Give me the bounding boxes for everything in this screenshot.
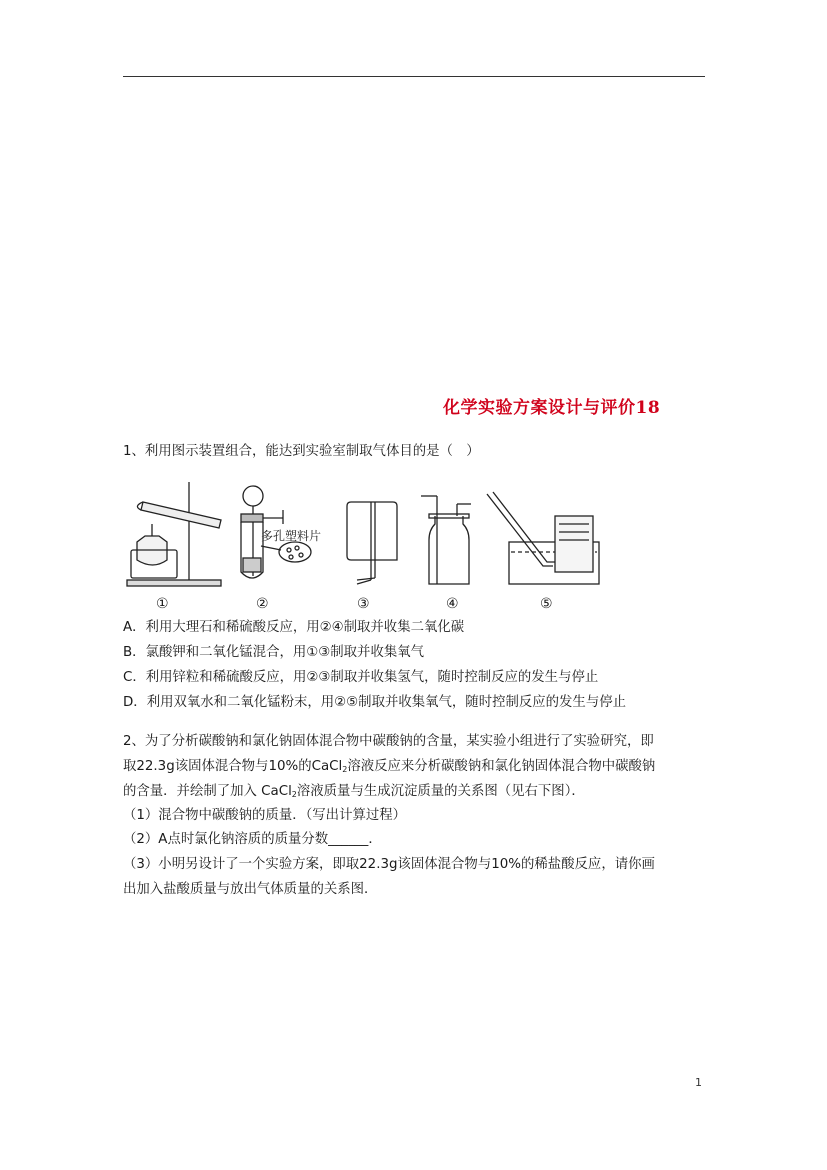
plate-label: 多孔塑料片 [261, 529, 322, 543]
page-title: 化学实验方案设计与评价18 [443, 398, 661, 418]
page-number: 1 [695, 1076, 702, 1089]
question-2-sub-2: （2）A点时氯化钠溶质的质量分数______． [123, 832, 382, 847]
apparatus-label-1: ① [156, 596, 169, 612]
apparatus-3 [347, 502, 397, 584]
question-2-sub-3-line-1: （3）小明另设计了一个实验方案，即取22.3g该固体混合物与10%的稀盐酸反应，请你画 [123, 857, 655, 872]
apparatus-5 [487, 492, 599, 584]
apparatus-label-2: ② [256, 596, 269, 612]
option-b: B．氯酸钾和二氧化锰混合，用①③制取并收集氧气 [123, 645, 425, 660]
option-d: D．利用双氧水和二氧化锰粉末，用②⑤制取并收集氧气，随时控制反应的发生与停止 [123, 695, 626, 710]
apparatus-label-5: ⑤ [540, 596, 553, 612]
question-1-stem: 1、利用图示装置组合，能达到实验室制取气体目的是（ ） [123, 444, 480, 459]
apparatus-label-3: ③ [357, 596, 370, 612]
question-2-sub-3-line-2: 出加入盐酸质量与放出气体质量的关系图． [123, 882, 378, 897]
apparatus-label-4: ④ [446, 596, 459, 612]
question-2-line-1: 2、为了分析碳酸钠和氯化钠固体混合物中碳酸钠的含量，某实验小组进行了实验研究，即 [123, 734, 654, 749]
apparatus-1 [127, 482, 221, 586]
apparatus-4 [421, 496, 471, 584]
question-2-line-2: 取22.3g该固体混合物与10%的CaCl$_2$溶液反应来分析碳酸钠和氯化钠固体混合物中碳酸钠 [123, 759, 656, 774]
option-c: C．利用锌粒和稀硫酸反应，用②③制取并收集氢气，随时控制反应的发生与停止 [123, 670, 599, 685]
option-a: A．利用大理石和稀硫酸反应，用②④制取并收集二氧化碳 [123, 620, 465, 635]
question-2-line-3: 的含量．并绘制了加入 CaCl$_2$溶液质量与生成沉淀质量的关系图（见右下图）． [123, 784, 585, 799]
header-rule [123, 76, 705, 77]
question-2-sub-1: （1）混合物中碳酸钠的质量．（写出计算过程） [123, 808, 407, 823]
